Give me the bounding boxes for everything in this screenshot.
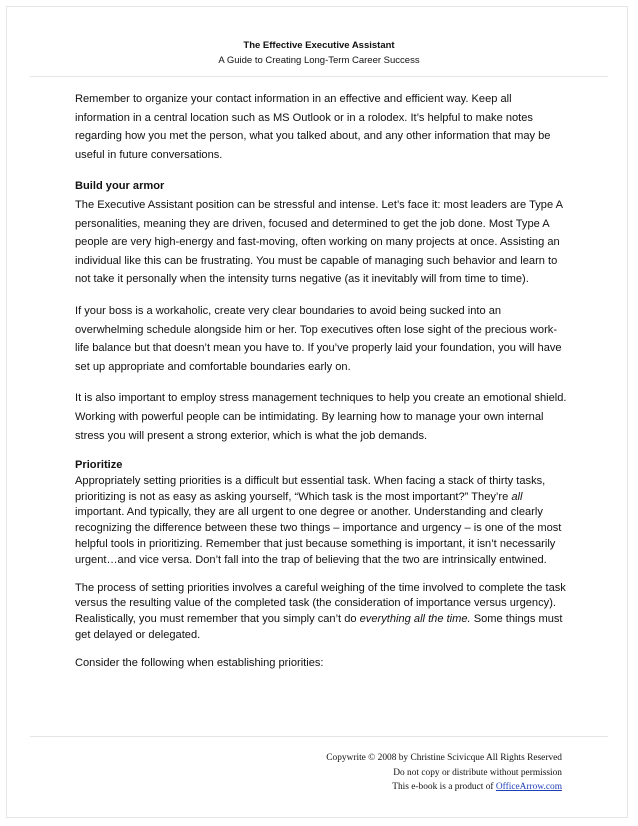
header-divider xyxy=(30,76,608,77)
document-title: The Effective Executive Assistant xyxy=(243,40,395,51)
paragraph-priorities: Appropriately setting priorities is a difficult but essential task. When facing a stack of thirty tasks, prioritizing is not as easy as asking yourself, “Which task is the most important?” They’re all important. And typically, they are all urgent to one degree or another. Understanding and clearly recognizing the difference between these two things – importance and urgency – is one of the most helpful tools in prioritizing. Remember that just because something is important, it isn’t necessarily urgent…and vice versa. Don’t fall into the trap of believing that the two are intrinsically entwined. xyxy=(75,474,562,566)
page-body xyxy=(75,90,569,672)
emphasis-all: all xyxy=(511,490,523,503)
paragraph-stress-management: It is also important to employ stress management techniques to help you create an emotional shield. Working with powerful people can be intimidating. By learning how to manage your own internal stress you will present a strong exterior, which is what the job demands. xyxy=(75,392,567,442)
emphasis-everything: everything all the time. xyxy=(359,613,471,626)
paragraph-consider: Consider the following when establishing priorities: xyxy=(75,656,324,669)
paragraph-workaholic: If your boss is a workaholic, create very clear boundaries to avoid being sucked into an overwhelming schedule alongside him or her. Top executives often lose sight of the precious work-life balance but that doesn’t mean you have to. If you’ve properly laid your foundation, you will have set up appropriate and comfortable boundaries early on. xyxy=(75,304,562,373)
heading-build-your-armor: Build your armor xyxy=(75,180,165,193)
heading-prioritize: Prioritize xyxy=(75,459,123,472)
section-prioritize xyxy=(75,458,569,672)
page-footer xyxy=(326,751,562,795)
product-line: This e-book is a product of OfficeArrow.com xyxy=(392,782,562,793)
section-intro xyxy=(75,90,569,445)
permission-line: Do not copy or distribute without permission xyxy=(393,767,562,778)
page-header xyxy=(0,38,638,68)
paragraph-stress: The Executive Assistant position can be stressful and intense. Let’s face it: most leaders are Type A personalities, meaning they are driven, focused and determined to get the job done. Most Type A people are very high-energy and fast-moving, often working on many projects at once. Assisting an individual like this can be frustrating. You must be capable of managing such behavior and learn to not take it personally when the intensity turns negative (as it inevitably will from time to time). xyxy=(75,198,563,286)
paragraph-weighing-time: The process of setting priorities involves a careful weighing of the time involved to complete the task versus the resulting value of the completed task (the consideration of importance versus urgency). Realistically, you must remember that you simply can’t do everything all the time. Some things must get delayed or delegated. xyxy=(75,581,566,642)
footer-divider xyxy=(30,736,608,737)
copyright-line: Copywrite © 2008 by Christine Scivicque All Rights Reserved xyxy=(326,753,562,763)
officearrow-link[interactable]: OfficeArrow.com xyxy=(495,782,562,793)
document-subtitle: A Guide to Creating Long-Term Career Success xyxy=(218,55,420,66)
paragraph-contact-info: Remember to organize your contact information in an effective and efficient way. Keep all information in a central location such as MS Outlook or in a rolodex. It’s helpful to make notes regarding how you met the person, what you talked about, and any other information that may be useful in future conversations. xyxy=(75,93,551,161)
